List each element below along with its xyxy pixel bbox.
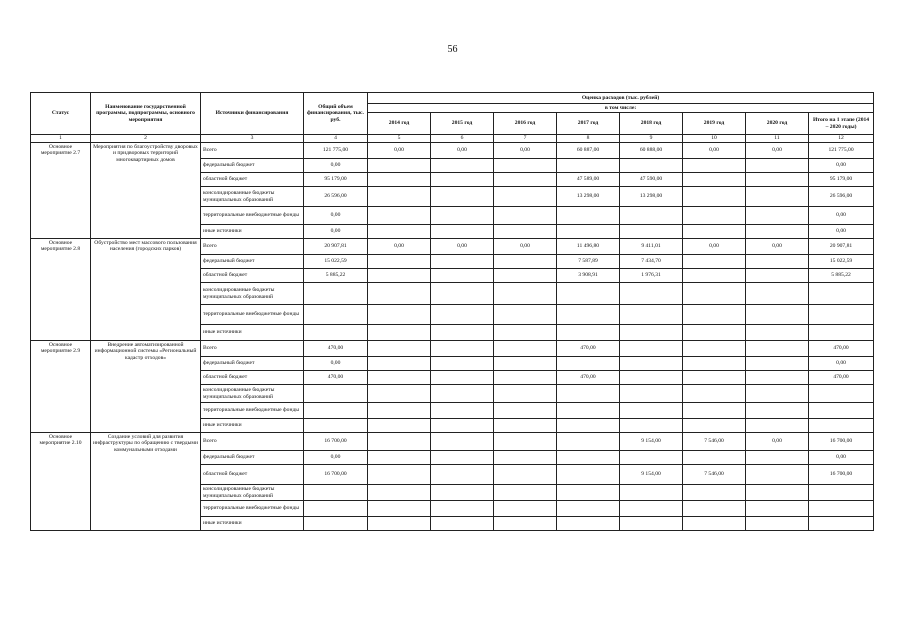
cell-stage-total: 121 775,00 [809, 143, 874, 159]
funding-source: федеральный бюджет [201, 451, 304, 465]
cell-year-value [368, 385, 431, 403]
cell-stage-total [809, 403, 874, 419]
cell-year-value [746, 517, 809, 531]
cell-year-value [431, 269, 494, 283]
cell-year-value [620, 225, 683, 239]
cell-year-value [557, 433, 620, 451]
cell-year-value [683, 403, 746, 419]
cell-year-value [494, 433, 557, 451]
cell-stage-total: 5 885,22 [809, 269, 874, 283]
measure-status: Основное мероприятие 2.10 [31, 433, 91, 531]
cell-year-value [683, 187, 746, 207]
cell-stage-total: 26 596,00 [809, 187, 874, 207]
cell-year-value [368, 305, 431, 325]
cell-year-value [746, 159, 809, 173]
cell-year-value: 3 908,91 [557, 269, 620, 283]
cell-year-value [620, 305, 683, 325]
cell-year-value [683, 173, 746, 187]
cell-year-value [746, 325, 809, 341]
cell-year-value: 7 546,00 [683, 433, 746, 451]
header-total: Общий объем финансирования, тыс. руб. [304, 93, 368, 135]
cell-year-value [368, 255, 431, 269]
cell-year-value [557, 357, 620, 371]
cell-stage-total: 0,00 [809, 225, 874, 239]
cell-year-value [557, 283, 620, 305]
cell-year-value: 47 589,00 [557, 173, 620, 187]
cell-year-value [494, 225, 557, 239]
cell-year-value [620, 403, 683, 419]
header-year: 2019 год [683, 113, 746, 135]
column-index: 10 [683, 135, 746, 143]
cell-total: 0,00 [304, 159, 368, 173]
cell-stage-total [809, 325, 874, 341]
cell-year-value: 0,00 [494, 143, 557, 159]
cell-total: 15 022,59 [304, 255, 368, 269]
column-index: 4 [304, 135, 368, 143]
measure-status: Основное мероприятие 2.8 [31, 239, 91, 341]
cell-year-value [746, 305, 809, 325]
cell-year-value [368, 325, 431, 341]
table-row [31, 433, 874, 451]
cell-year-value [368, 501, 431, 517]
cell-year-value [683, 517, 746, 531]
cell-total: 470,00 [304, 341, 368, 357]
cell-year-value [746, 269, 809, 283]
cell-stage-total: 15 022,59 [809, 255, 874, 269]
column-index: 6 [431, 135, 494, 143]
cell-year-value [746, 451, 809, 465]
cell-stage-total: 95 179,00 [809, 173, 874, 187]
cell-year-value: 60 887,00 [557, 143, 620, 159]
cell-year-value [368, 159, 431, 173]
header-year: 2015 год [431, 113, 494, 135]
cell-year-value [620, 485, 683, 501]
column-index: 3 [201, 135, 304, 143]
cell-year-value [746, 283, 809, 305]
header-year: 2018 год [620, 113, 683, 135]
cell-year-value [494, 269, 557, 283]
column-index: 7 [494, 135, 557, 143]
cell-stage-total: 20 907,81 [809, 239, 874, 255]
cell-year-value [494, 173, 557, 187]
funding-source: Всего [201, 143, 304, 159]
cell-total: 95 179,00 [304, 173, 368, 187]
cell-year-value: 0,00 [431, 239, 494, 255]
cell-year-value [620, 207, 683, 225]
cell-stage-total: 470,00 [809, 341, 874, 357]
cell-year-value: 0,00 [746, 143, 809, 159]
funding-source: федеральный бюджет [201, 159, 304, 173]
cell-year-value [368, 451, 431, 465]
cell-year-value [368, 207, 431, 225]
column-index: 1 [31, 135, 91, 143]
cell-year-value [746, 501, 809, 517]
cell-year-value [368, 357, 431, 371]
cell-total [304, 385, 368, 403]
column-index: 8 [557, 135, 620, 143]
measure-name: Внедрение автоматизированной информационной системы «Региональный кадастр отходов» [91, 341, 201, 433]
header-year: 2020 год [746, 113, 809, 135]
cell-year-value [431, 357, 494, 371]
cell-year-value [494, 451, 557, 465]
cell-year-value [368, 485, 431, 501]
cell-year-value [431, 187, 494, 207]
header-estimate: Оценка расходов (тыс. рублей) [368, 93, 874, 104]
header-including: в том числе: [368, 104, 874, 113]
cell-year-value [683, 159, 746, 173]
cell-year-value [620, 371, 683, 385]
cell-year-value [431, 173, 494, 187]
cell-year-value [746, 255, 809, 269]
cell-year-value [746, 385, 809, 403]
cell-year-value [620, 501, 683, 517]
funding-source: консолидированные бюджеты муниципальных образований [201, 485, 304, 501]
funding-source: консолидированные бюджеты муниципальных образований [201, 283, 304, 305]
column-index: 12 [809, 135, 874, 143]
cell-stage-total: 0,00 [809, 451, 874, 465]
cell-year-value [746, 371, 809, 385]
column-index: 9 [620, 135, 683, 143]
cell-year-value [494, 485, 557, 501]
cell-total: 5 885,22 [304, 269, 368, 283]
funding-source: Всего [201, 239, 304, 255]
funding-source: областной бюджет [201, 173, 304, 187]
cell-year-value [431, 433, 494, 451]
cell-stage-total [809, 419, 874, 433]
cell-year-value [557, 325, 620, 341]
cell-year-value [683, 207, 746, 225]
cell-stage-total [809, 517, 874, 531]
cell-year-value [746, 357, 809, 371]
cell-year-value [431, 325, 494, 341]
funding-source: территориальные внебюджетные фонды [201, 501, 304, 517]
cell-year-value: 0,00 [683, 143, 746, 159]
cell-year-value: 0,00 [746, 433, 809, 451]
column-index: 11 [746, 135, 809, 143]
cell-year-value [368, 433, 431, 451]
table-row [31, 143, 874, 159]
page-number: 56 [447, 44, 458, 55]
column-index: 5 [368, 135, 431, 143]
cell-year-value [683, 371, 746, 385]
cell-year-value [620, 325, 683, 341]
cell-year-value [494, 341, 557, 357]
cell-year-value [494, 371, 557, 385]
cell-year-value [368, 341, 431, 357]
cell-total: 470,00 [304, 371, 368, 385]
cell-year-value [368, 269, 431, 283]
cell-year-value [494, 207, 557, 225]
cell-year-value [557, 419, 620, 433]
cell-year-value: 47 590,00 [620, 173, 683, 187]
cell-year-value [494, 305, 557, 325]
header-year: 2017 год [557, 113, 620, 135]
cell-year-value [620, 159, 683, 173]
funding-source: иные источники [201, 225, 304, 239]
funding-source: территориальные внебюджетные фонды [201, 305, 304, 325]
cell-year-value [494, 385, 557, 403]
cell-year-value [494, 255, 557, 269]
table-body [31, 143, 874, 531]
cell-total [304, 403, 368, 419]
cell-year-value [431, 485, 494, 501]
cell-total: 0,00 [304, 225, 368, 239]
cell-total: 16 700,00 [304, 465, 368, 485]
cell-year-value [620, 357, 683, 371]
funding-source: иные источники [201, 419, 304, 433]
funding-source: консолидированные бюджеты муниципальных образований [201, 385, 304, 403]
cell-year-value [494, 357, 557, 371]
cell-year-value [557, 517, 620, 531]
cell-stage-total [809, 485, 874, 501]
cell-year-value [494, 283, 557, 305]
cell-year-value [557, 501, 620, 517]
cell-year-value [746, 187, 809, 207]
cell-year-value: 0,00 [431, 143, 494, 159]
cell-year-value [746, 465, 809, 485]
table-header [31, 93, 874, 143]
cell-year-value [746, 485, 809, 501]
cell-year-value: 470,00 [557, 341, 620, 357]
cell-total: 0,00 [304, 357, 368, 371]
cell-year-value [620, 283, 683, 305]
funding-source: Всего [201, 433, 304, 451]
cell-year-value [431, 255, 494, 269]
cell-year-value: 0,00 [368, 239, 431, 255]
cell-year-value [746, 207, 809, 225]
cell-year-value [431, 517, 494, 531]
cell-year-value [557, 305, 620, 325]
header-name: Наименование государственной программы, подпрограммы, основного мероприятия [91, 93, 201, 135]
cell-year-value [368, 517, 431, 531]
column-index: 2 [91, 135, 201, 143]
cell-year-value [746, 173, 809, 187]
cell-year-value: 0,00 [494, 239, 557, 255]
cell-year-value [368, 225, 431, 239]
cell-year-value [368, 465, 431, 485]
cell-stage-total: 0,00 [809, 207, 874, 225]
cell-year-value [431, 465, 494, 485]
cell-total [304, 283, 368, 305]
cell-year-value: 470,00 [557, 371, 620, 385]
cell-year-value [683, 305, 746, 325]
cell-year-value [368, 419, 431, 433]
cell-year-value [683, 341, 746, 357]
funding-source: федеральный бюджет [201, 357, 304, 371]
cell-total: 0,00 [304, 207, 368, 225]
cell-year-value [494, 501, 557, 517]
cell-year-value [368, 173, 431, 187]
cell-year-value [431, 283, 494, 305]
cell-total [304, 517, 368, 531]
cell-year-value [683, 255, 746, 269]
header-year: 2014 год [368, 113, 431, 135]
cell-year-value [431, 419, 494, 433]
cell-year-value [683, 325, 746, 341]
header-stage-total: Итого на 1 этапе (2014 – 2020 годы) [809, 113, 874, 135]
cell-year-value [683, 501, 746, 517]
cell-year-value [368, 283, 431, 305]
cell-year-value [683, 269, 746, 283]
cell-total: 121 775,00 [304, 143, 368, 159]
cell-year-value [557, 159, 620, 173]
cell-year-value [557, 465, 620, 485]
measure-name: Мероприятия по благоустройству дворовых и придворовых территорий многоквартирных домов [91, 143, 201, 239]
cell-year-value [431, 225, 494, 239]
funding-source: Всего [201, 341, 304, 357]
measure-name: Создание условий для развития инфраструктуры по обращению с твердыми коммунальными отходами [91, 433, 201, 531]
cell-total: 20 907,81 [304, 239, 368, 255]
measure-name: Обустройство мест массового пользования населения (городских парков) [91, 239, 201, 341]
cell-stage-total [809, 501, 874, 517]
cell-year-value [557, 385, 620, 403]
cell-year-value [431, 159, 494, 173]
funding-source: областной бюджет [201, 465, 304, 485]
measure-status: Основное мероприятие 2.9 [31, 341, 91, 433]
cell-year-value [494, 465, 557, 485]
cell-total: 26 596,00 [304, 187, 368, 207]
cell-year-value: 11 496,80 [557, 239, 620, 255]
table-row [31, 341, 874, 357]
cell-stage-total: 0,00 [809, 357, 874, 371]
cell-year-value [683, 485, 746, 501]
cell-year-value: 9 411,01 [620, 239, 683, 255]
cell-year-value [620, 341, 683, 357]
cell-year-value [431, 403, 494, 419]
cell-year-value [557, 225, 620, 239]
cell-year-value: 7 434,70 [620, 255, 683, 269]
cell-year-value [494, 187, 557, 207]
cell-year-value [494, 419, 557, 433]
cell-year-value [431, 371, 494, 385]
cell-year-value [494, 403, 557, 419]
cell-year-value [683, 283, 746, 305]
cell-year-value [746, 341, 809, 357]
cell-stage-total [809, 283, 874, 305]
cell-year-value [494, 159, 557, 173]
cell-year-value [494, 325, 557, 341]
cell-year-value [431, 207, 494, 225]
header-year: 2016 год [494, 113, 557, 135]
cell-year-value: 9 154,00 [620, 433, 683, 451]
funding-source: федеральный бюджет [201, 255, 304, 269]
cell-stage-total: 470,00 [809, 371, 874, 385]
funding-source: консолидированные бюджеты муниципальных образований [201, 187, 304, 207]
cell-year-value [431, 305, 494, 325]
funding-source: иные источники [201, 517, 304, 531]
cell-year-value: 9 154,00 [620, 465, 683, 485]
header-sources: Источники финансирования [201, 93, 304, 135]
cell-year-value [557, 207, 620, 225]
cell-year-value: 0,00 [683, 239, 746, 255]
cell-stage-total [809, 305, 874, 325]
cell-total [304, 501, 368, 517]
cell-year-value [746, 403, 809, 419]
cell-stage-total: 16 700,00 [809, 433, 874, 451]
cell-year-value [557, 403, 620, 419]
cell-year-value: 7 546,00 [683, 465, 746, 485]
cell-year-value [746, 419, 809, 433]
cell-stage-total: 16 700,00 [809, 465, 874, 485]
cell-year-value: 60 888,00 [620, 143, 683, 159]
cell-year-value: 13 298,00 [557, 187, 620, 207]
cell-year-value [368, 187, 431, 207]
cell-year-value [620, 385, 683, 403]
cell-year-value [368, 403, 431, 419]
cell-total: 0,00 [304, 451, 368, 465]
cell-year-value [620, 419, 683, 433]
column-index-row [31, 135, 874, 143]
header-status: Статус [31, 93, 91, 135]
financing-table [30, 92, 874, 531]
cell-year-value [494, 517, 557, 531]
cell-total [304, 485, 368, 501]
funding-source: областной бюджет [201, 371, 304, 385]
cell-year-value: 7 587,89 [557, 255, 620, 269]
cell-year-value [431, 501, 494, 517]
cell-year-value [620, 517, 683, 531]
cell-year-value: 0,00 [746, 239, 809, 255]
cell-year-value [431, 385, 494, 403]
cell-year-value [683, 451, 746, 465]
funding-source: территориальные внебюджетные фонды [201, 403, 304, 419]
cell-year-value [746, 225, 809, 239]
cell-year-value: 13 298,00 [620, 187, 683, 207]
cell-year-value: 0,00 [368, 143, 431, 159]
cell-year-value [557, 451, 620, 465]
cell-total: 16 700,00 [304, 433, 368, 451]
cell-year-value: 1 976,31 [620, 269, 683, 283]
cell-total [304, 419, 368, 433]
measure-status: Основное мероприятие 2.7 [31, 143, 91, 239]
cell-total [304, 325, 368, 341]
cell-year-value [620, 451, 683, 465]
cell-year-value [431, 341, 494, 357]
funding-source: иные источники [201, 325, 304, 341]
cell-year-value [683, 419, 746, 433]
funding-source: территориальные внебюджетные фонды [201, 207, 304, 225]
funding-source: областной бюджет [201, 269, 304, 283]
cell-year-value [683, 225, 746, 239]
cell-year-value [431, 451, 494, 465]
cell-stage-total [809, 385, 874, 403]
cell-year-value [683, 357, 746, 371]
cell-year-value [368, 371, 431, 385]
cell-year-value [683, 385, 746, 403]
table-row [31, 239, 874, 255]
cell-stage-total: 0,00 [809, 159, 874, 173]
cell-year-value [557, 485, 620, 501]
cell-total [304, 305, 368, 325]
